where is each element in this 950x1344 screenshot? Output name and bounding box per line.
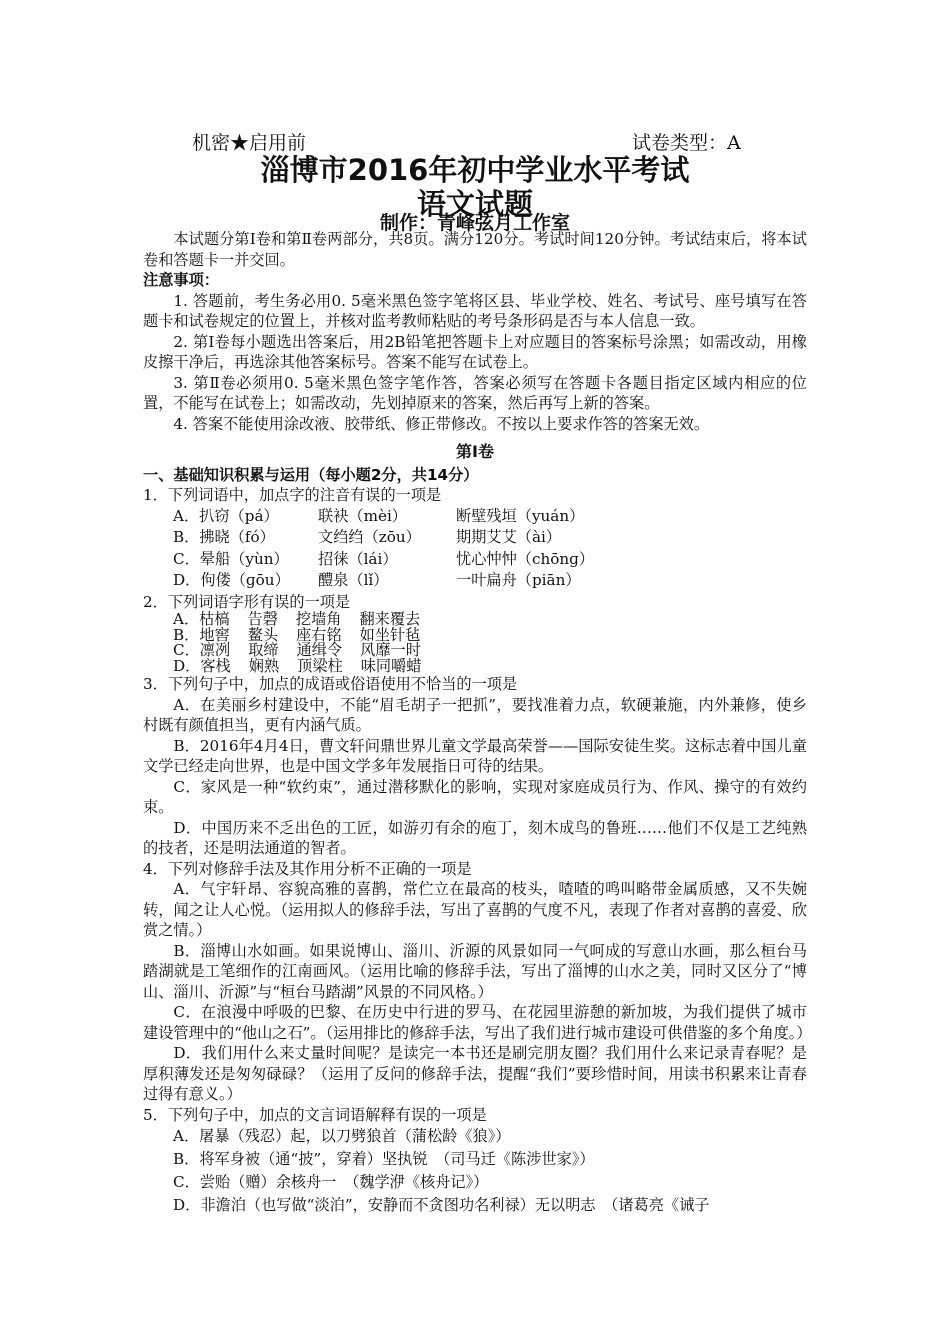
option-cell: 文绉绉（zōu） (318, 528, 421, 546)
notice-item: 4. 答案不能使用涂改液、胶带纸、修正带修改。不按以上要求作答的答案无效。 (173, 414, 710, 433)
option-cell: 告磬 (247, 610, 278, 628)
option-cell: D．客栈 (173, 656, 231, 675)
option-paragraph: B．淄博山水如画。如果说博山、淄川、沂源的风景如同一气呵成的写意山水画，那么桓台马踏湖就是工笔细作的江南画风。（运用比喻的修辞手法，写出了淄博的山水之美，同时又区分了“博山、淄川、沂源”与“桓台马踏湖”风景的不同风格。） (143, 941, 807, 1001)
notice-heading: 注意事项： (143, 271, 219, 289)
option-cell: 招徕（lái） (318, 549, 398, 568)
question-stem: 4．下列对修辞手法及其作用分析不正确的一项是 (143, 859, 472, 878)
option-cell: 一叶扁舟（piān） (456, 571, 581, 589)
option-row (143, 656, 807, 675)
section-heading: 一、基础知识积累与运用（每小题2分，共14分） (143, 465, 479, 484)
option-cell: 座右铭 (296, 625, 342, 644)
option-cell: 味同嚼蜡 (360, 656, 422, 675)
maker-line: 制作：青峰弦月工作室 (379, 212, 570, 234)
option-cell: A．枯槁 (173, 610, 230, 628)
notice-item: 1. 答题前，考生务必用0. 5毫米黑色签字笔将区县、毕业学校、姓名、考试号、座号填写在答题卡和试卷规定的位置上，并核对监考教师粘贴的考号条形码是否与本人信息一致。 (143, 291, 807, 330)
option-cell: 如坐针毡 (359, 625, 421, 644)
option-cell: 挖墙角 (295, 610, 342, 628)
question-stem: 3．下列句子中，加点的成语或俗语使用不恰当的一项是 (143, 675, 518, 693)
exam-title: 淄博市2016年初中学业水平考试 (260, 153, 690, 187)
notice-item: 3. 第Ⅱ卷必须用0. 5毫米黑色签字笔作答，答案必须写在答题卡各题目指定区域内相应的位置，不能写在试卷上；如需改动，先划掉原来的答案，然后再写上新的答案。 (143, 373, 807, 412)
option-line: A．屠暴（残忍）起，以刀劈狼首（蒲松龄《狼》） (173, 1127, 511, 1145)
option-cell: 通缉令 (296, 641, 343, 659)
option-cell: 断壁残垣（yuán） (456, 506, 585, 525)
option-cell: 联袂（mèi） (318, 506, 407, 525)
option-cell: D．佝偻（ɡōu） (173, 571, 290, 589)
option-line: C．尝贻（赠）余核舟一 （魏学洢《核舟记》） (173, 1173, 489, 1191)
option-row (143, 570, 807, 592)
option-cell: 期期艾艾（ài） (456, 528, 562, 546)
option-row (143, 643, 807, 659)
option-cell: 顶梁柱 (297, 656, 343, 675)
option-row (143, 625, 807, 644)
option-paragraph: C．在浪漫中呼吸的巴黎、在历史中行进的罗马、在花园里游憩的新加坡，为我们提供了城市建设管理中的“他山之石”。（运用排比的修辞手法，写出了我们进行城市建设可供借鉴的多个角度。） (143, 1003, 812, 1042)
question-stem: 2．下列词语字形有误的一项是 (143, 592, 351, 611)
option-line: B．将军身被（通“披”，穿着）坚执锐 （司马迁《陈涉世家》） (173, 1150, 595, 1168)
option-cell: 风靡一时 (360, 641, 421, 659)
question-stem: 1．下列词语中，加点字的注音有误的一项是 (143, 486, 442, 504)
option-cell: B．拂晓（fó） (173, 528, 275, 546)
option-row (143, 506, 807, 528)
subject-title: 语文试题 (416, 187, 533, 221)
option-paragraph: A．在美丽乡村建设中，不能“眉毛胡子一把抓”，要找准着力点，软硬兼施，内外兼修，使乡村既有颜值担当，更有内涵气质。 (143, 695, 807, 734)
option-cell: 鳌头 (247, 625, 279, 644)
option-cell: 娴熟 (248, 656, 280, 675)
option-cell: B．地窖 (173, 625, 230, 644)
confidential-label: 机密★启用前 (192, 132, 307, 154)
option-cell: C．晕船（yùn） (173, 549, 289, 568)
option-cell: 取缔 (248, 641, 279, 659)
option-paragraph: D．中国历来不乏出色的工匠，如游刃有余的庖丁，刻木成鸟的鲁班……他们不仅是工艺纯熟的技者，还是明法通道的智者。 (143, 818, 807, 857)
option-row (143, 549, 807, 571)
option-line: D．非澹泊（也写做“淡泊”，安静而不贪图功名利禄）无以明志 （诸葛亮《诫子 (173, 1196, 710, 1214)
option-cell: 醴泉（lǐ） (318, 571, 389, 589)
option-row (143, 612, 807, 628)
option-cell: C．凛冽 (173, 641, 231, 659)
exam-body (143, 229, 812, 1217)
paper-type-label: 试卷类型：A (632, 132, 741, 154)
option-row (143, 527, 807, 549)
option-paragraph: B．2016年4月4日，曹文轩问鼎世界儿童文学最高荣誉——国际安徒生奖。这标志着中国儿童文学已经走向世界，也是中国文学多年发展指日可待的结果。 (143, 736, 807, 775)
option-paragraph: D．我们用什么来丈量时间呢？是读完一本书还是刷完朋友圈？我们用什么来记录青春呢？是厚积薄发还是匆匆碌碌？（运用了反问的修辞手法，提醒“我们”要珍惜时间，用读书积累来让青春过得有意义。） (143, 1044, 807, 1103)
notice-item: 2. 第Ⅰ卷每小题选出答案后，用2B铅笔把答题卡上对应题目的答案标号涂黑；如需改动，用橡皮擦干净后，再选涂其他答案标号。答案不能写在试卷上。 (143, 332, 807, 371)
volume-heading: 第Ⅰ卷 (456, 442, 494, 461)
option-cell: 翻来覆去 (359, 610, 421, 628)
option-paragraph: C．家风是一种“软约束”，通过潜移默化的影响，实现对家庭成员行为、作风、操守的有效约束。 (143, 777, 807, 816)
option-cell: A．扒窃（pá） (173, 506, 279, 525)
option-cell: 忧心忡忡（chōnɡ） (456, 549, 595, 568)
intro-paragraph: 本试题分第Ⅰ卷和第Ⅱ卷两部分，共8页。满分120分。考试时间120分钟。考试结束后，将本试卷和答题卡一并交回。 (143, 230, 807, 269)
option-paragraph: A．气宇轩昂、容貌高雅的喜鹊，常伫立在最高的枝头，喳喳的鸣叫略带金属质感，又不失婉转，闻之让人心悦。（运用拟人的修辞手法，写出了喜鹊的气度不凡，表现了作者对喜鹊的喜爱、欣赏之情。） (143, 880, 807, 939)
question-stem: 5．下列句子中，加点的文言词语解释有误的一项是 (143, 1105, 487, 1124)
